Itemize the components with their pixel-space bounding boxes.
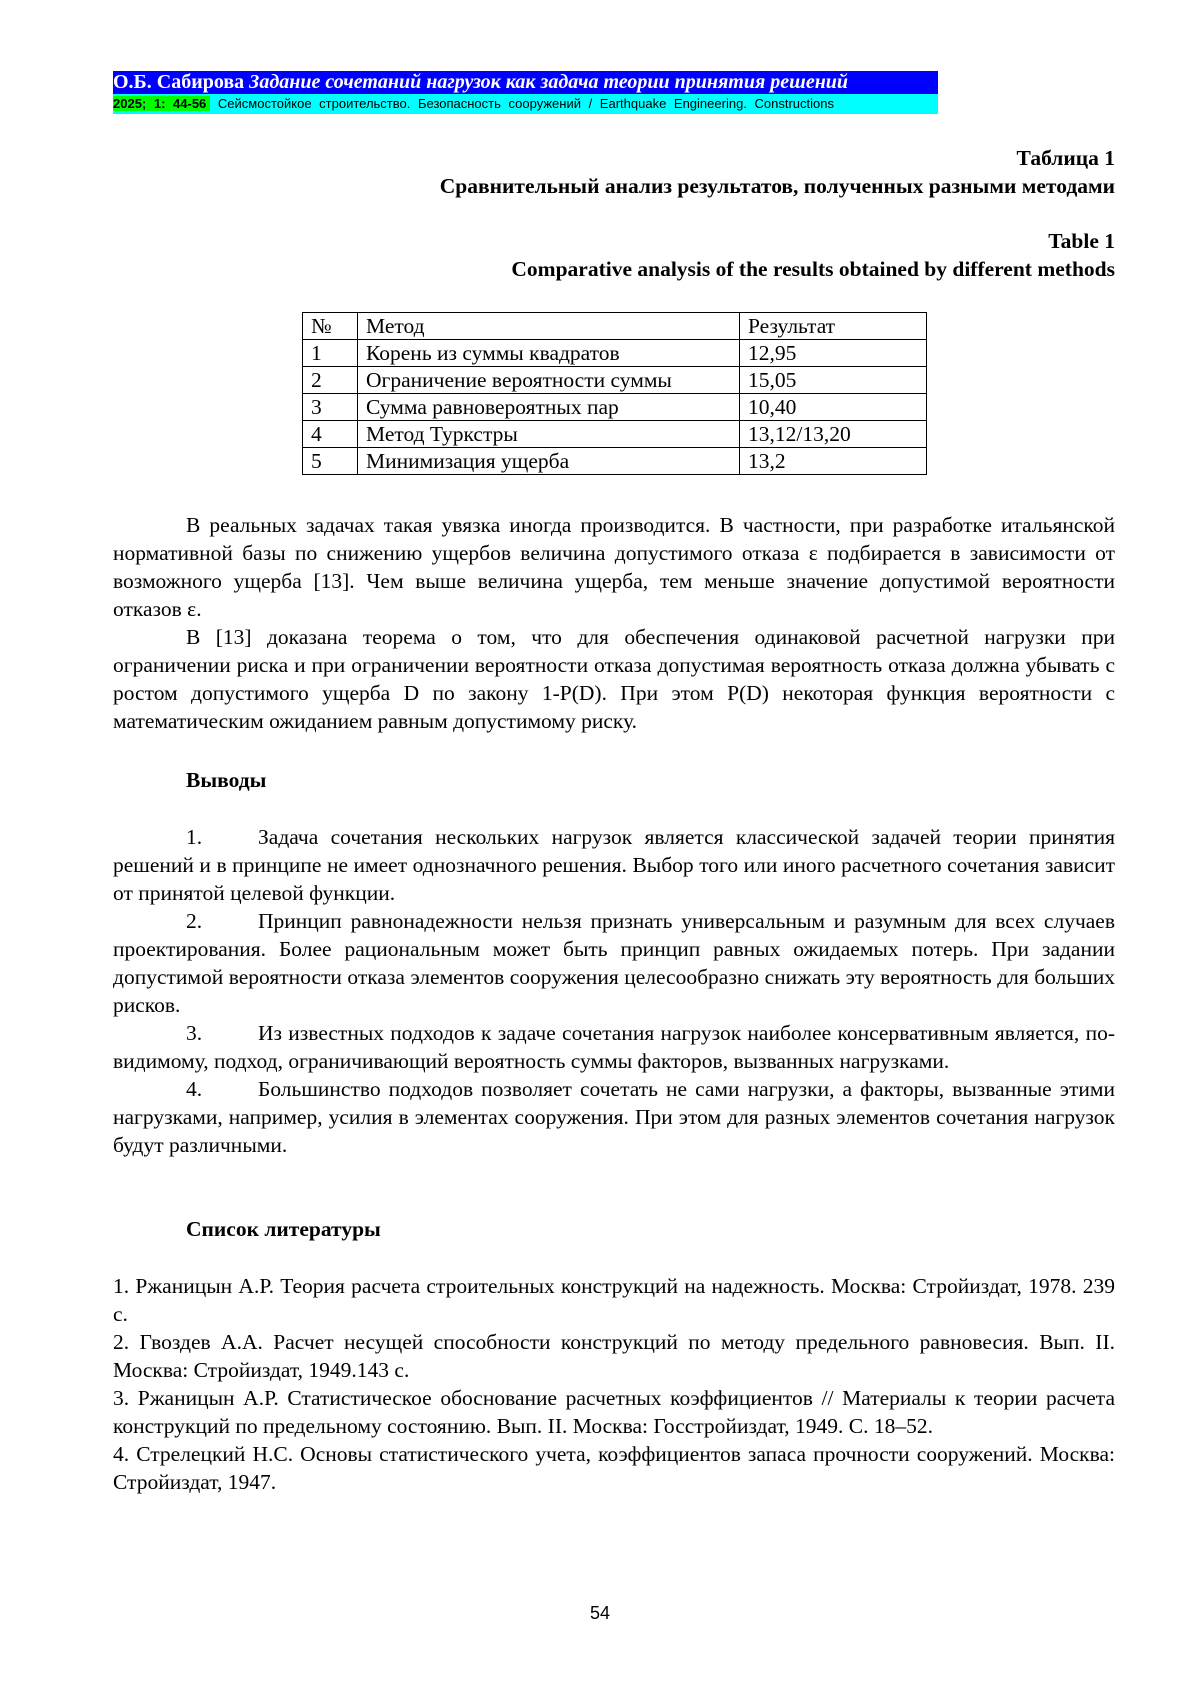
page	[0, 0, 1200, 1697]
conclusions-list	[113, 823, 1115, 1159]
cell: 12,95	[740, 340, 927, 367]
cell: 13,2	[740, 448, 927, 475]
running-header-journal	[113, 94, 938, 114]
page-number: 54	[0, 1603, 1200, 1624]
table-row	[303, 448, 927, 475]
cell: 2	[303, 367, 358, 394]
item-number: 4.	[186, 1075, 258, 1103]
table-title-en: Comparative analysis of the results obtained by different methods	[511, 257, 1115, 282]
cell: 15,05	[740, 367, 927, 394]
running-header-title	[113, 71, 938, 94]
cell: 13,12/13,20	[740, 421, 927, 448]
results-table	[302, 312, 927, 475]
author: О.Б. Сабирова	[113, 71, 244, 93]
issue: 2025; 1: 44-56	[113, 96, 210, 111]
table-row	[303, 421, 927, 448]
article-title: Задание сочетаний нагрузок как задача теории принятия решений	[249, 71, 848, 93]
references-list	[113, 1272, 1115, 1496]
table-title-ru: Сравнительный анализ результатов, полученных разными методами	[440, 174, 1115, 199]
references-heading: Список литературы	[186, 1217, 381, 1242]
body-text	[113, 511, 1115, 735]
paragraph: В [13] доказана теорема о том, что для обеспечения одинаковой расчетной нагрузки при ограничении риска и при ограничении вероятности отказа допустимая вероятность отказа должна убывать с ростом допустимого ущерба D по закону 1-P(D). При этом P(D) некоторая функция вероятности с математическим ожиданием равным допустимому риску.	[113, 623, 1115, 735]
table-row	[303, 367, 927, 394]
cell: Минимизация ущерба	[358, 448, 740, 475]
table-row	[303, 340, 927, 367]
item-number: 3.	[186, 1019, 258, 1047]
header-cell: Метод	[358, 313, 740, 340]
table-row	[303, 394, 927, 421]
table-header-row	[303, 313, 927, 340]
cell: 1	[303, 340, 358, 367]
paragraph: В реальных задачах такая увязка иногда производится. В частности, при разработке итальянской нормативной базы по снижению ущербов величина допустимого отказа ε подбирается в зависимости от возможного ущерба [13]. Чем выше величина ущерба, тем меньше значение допустимой вероятности отказов ε.	[113, 511, 1115, 623]
table-label-ru: Таблица 1	[1017, 146, 1115, 171]
reference-item: 1. Ржаницын А.Р. Теория расчета строительных конструкций на надежность. Москва: Стройиздат, 1978. 239 с.	[113, 1272, 1115, 1328]
item-number: 2.	[186, 907, 258, 935]
cell: Корень из суммы квадратов	[358, 340, 740, 367]
cell: 3	[303, 394, 358, 421]
header-cell: Результат	[740, 313, 927, 340]
reference-item: 2. Гвоздев А.А. Расчет несущей способности конструкций по методу предельного равновесия. Вып. II. Москва: Стройиздат, 1949.143 с.	[113, 1328, 1115, 1384]
conclusion-item: Из известных подходов к задаче сочетания нагрузок наиболее консервативным является, по-видимому, подход, ограничивающий вероятность суммы факторов, вызванных нагрузками.	[113, 1021, 1115, 1073]
conclusion-item: Большинство подходов позволяет сочетать не сами нагрузки, а факторы, вызванные этими нагрузками, например, усилия в элементах сооружения. При этом для разных элементов сочетания нагрузок будут различными.	[113, 1077, 1115, 1157]
header-cell: №	[303, 313, 358, 340]
conclusion-item: Принцип равнонадежности нельзя признать универсальным и разумным для всех случаев проектирования. Более рациональным может быть принцип равных ожидаемых потерь. При задании допустимой вероятности отказа элементов сооружения целесообразно снижать эту вероятность для больших рисков.	[113, 909, 1115, 1017]
cell: Сумма равновероятных пар	[358, 394, 740, 421]
table-label-en: Table 1	[1048, 229, 1115, 254]
cell: Метод Туркстры	[358, 421, 740, 448]
reference-item: 4. Стрелецкий Н.С. Основы статистического учета, коэффициентов запаса прочности сооружений. Москва: Стройиздат, 1947.	[113, 1440, 1115, 1496]
cell: 10,40	[740, 394, 927, 421]
conclusion-item: Задача сочетания нескольких нагрузок является классической задачей теории принятия решений и в принципе не имеет однозначного решения. Выбор того или иного расчетного сочетания зависит от принятой целевой функции.	[113, 825, 1115, 905]
reference-item: 3. Ржаницын А.Р. Статистическое обоснование расчетных коэффициентов // Материалы к теории расчета конструкций по предельному состоянию. Вып. II. Москва: Госстройиздат, 1949. С. 18–52.	[113, 1384, 1115, 1440]
journal: Сейсмостойкое строительство. Безопасность сооружений / Earthquake Engineering. Constructions	[218, 96, 834, 111]
item-number: 1.	[186, 823, 258, 851]
cell: 4	[303, 421, 358, 448]
conclusions-heading: Выводы	[186, 768, 266, 793]
cell: 5	[303, 448, 358, 475]
cell: Ограничение вероятности суммы	[358, 367, 740, 394]
